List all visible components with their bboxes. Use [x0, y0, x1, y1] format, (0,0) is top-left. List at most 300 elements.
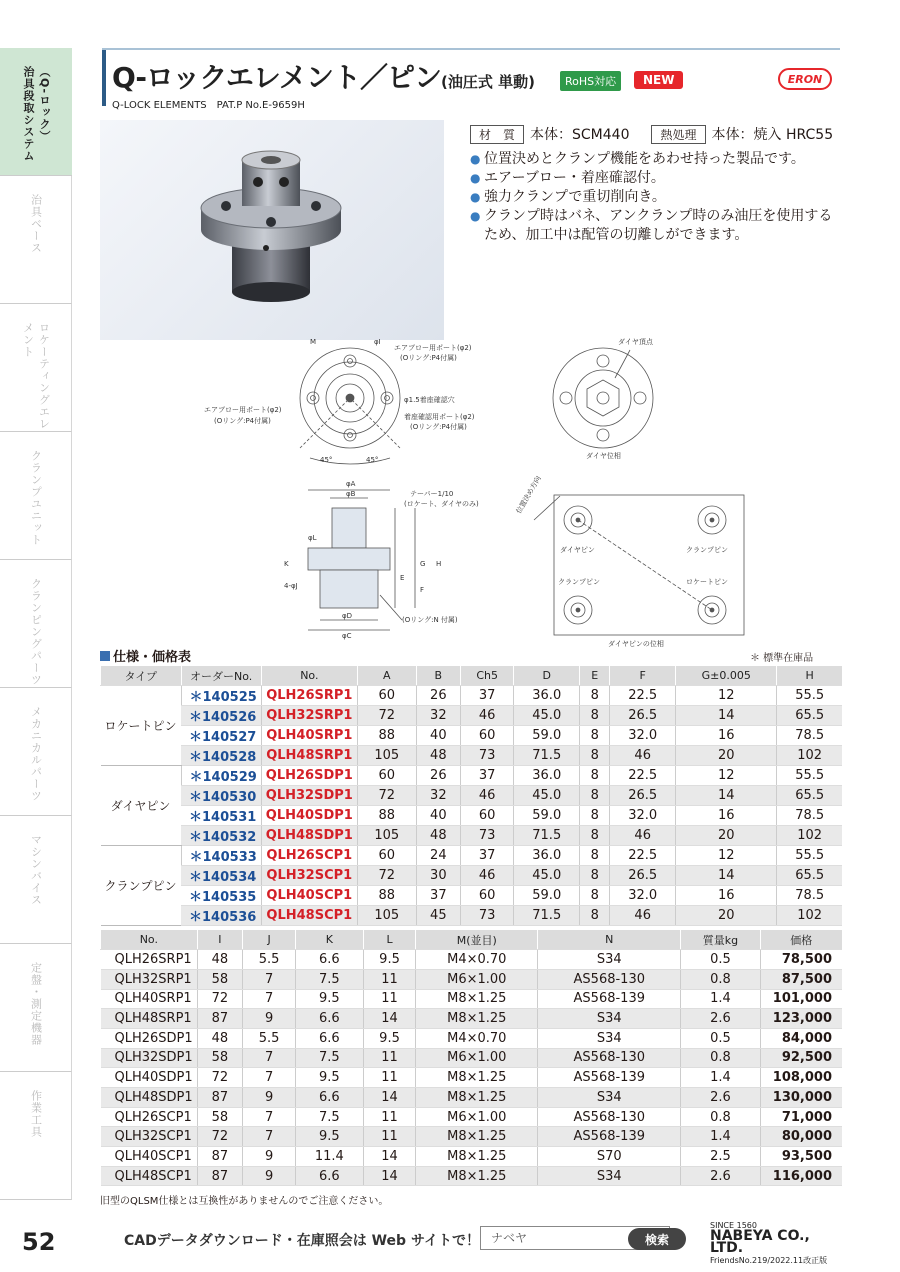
table-cell: 14	[363, 1147, 416, 1167]
table-cell: 72	[197, 1127, 242, 1147]
table-cell: 20	[676, 826, 777, 846]
table-cell: 8	[580, 826, 610, 846]
order-number[interactable]: ＊140532	[181, 826, 261, 846]
dimension-table-body	[101, 950, 843, 1186]
company-name: NABEYA CO., LTD.	[710, 1228, 810, 1256]
sidebar-tab-label: ロケーティングエレメント	[21, 322, 51, 430]
table-cell: 65.5	[777, 866, 842, 886]
spec-table	[100, 666, 842, 926]
table-row	[101, 726, 843, 746]
table-cell: 11	[363, 1048, 416, 1068]
table-cell: 7	[243, 1107, 296, 1127]
table-cell: 88	[357, 886, 416, 906]
feature-item: ● クランプ時はバネ、アンクランプ時のみ油圧を使用するため、加工中は配管の切離しができます。	[470, 207, 846, 245]
label-phi-c: φC	[342, 632, 352, 640]
order-number[interactable]: ＊140527	[181, 726, 261, 746]
table-row	[101, 766, 843, 786]
table-row	[101, 1088, 843, 1108]
table-cell: M6×1.00	[416, 969, 538, 989]
table-cell: 26	[416, 766, 460, 786]
table-cell: 87	[197, 1166, 242, 1186]
price-cell: 84,000	[760, 1028, 842, 1048]
title-accent-bar	[102, 50, 106, 106]
table-cell: 9	[243, 1166, 296, 1186]
table-cell: 71.5	[514, 746, 580, 766]
table-cell: 6.6	[296, 1088, 364, 1108]
table-cell: 9.5	[296, 1068, 364, 1088]
table-cell: 26.5	[610, 866, 676, 886]
col-header: N	[538, 930, 681, 950]
table-cell: 58	[197, 969, 242, 989]
order-number[interactable]: ＊140535	[181, 886, 261, 906]
table-cell: 73	[461, 906, 514, 926]
table-cell: 60	[461, 726, 514, 746]
col-header: A	[357, 666, 416, 686]
col-header: F	[610, 666, 676, 686]
product-number[interactable]: QLH26SRP1	[101, 950, 198, 970]
product-number[interactable]: QLH48SDP1	[261, 826, 357, 846]
order-number[interactable]: ＊140530	[181, 786, 261, 806]
product-number[interactable]: QLH32SDP1	[261, 786, 357, 806]
table-cell: 102	[777, 826, 842, 846]
table-cell: S34	[538, 1088, 681, 1108]
stock-note: ＊ 標準在庫品	[750, 653, 814, 664]
table-cell: 46	[610, 746, 676, 766]
product-number[interactable]: QLH40SRP1	[261, 726, 357, 746]
order-number[interactable]: ＊140526	[181, 706, 261, 726]
table-cell: 37	[461, 846, 514, 866]
table-cell: 20	[676, 746, 777, 766]
label-phi-l: φL	[308, 534, 317, 542]
price-cell: 92,500	[760, 1048, 842, 1068]
table-cell: 12	[676, 766, 777, 786]
table-cell: 60	[461, 806, 514, 826]
table-cell: 20	[676, 906, 777, 926]
sidebar-tab-clamp-unit[interactable]	[0, 432, 72, 560]
table-cell: 72	[357, 706, 416, 726]
table-cell: 8	[580, 726, 610, 746]
label-dia-pin: ダイヤピン	[560, 546, 595, 554]
table-cell: 45.0	[514, 866, 580, 886]
table-cell: AS568-130	[538, 969, 681, 989]
col-header: M(並目)	[416, 930, 538, 950]
table-cell: 46	[610, 906, 676, 926]
table-cell: 37	[416, 886, 460, 906]
table-cell: S34	[538, 950, 681, 970]
table-cell: 9.5	[296, 989, 364, 1009]
table-cell: 36.0	[514, 846, 580, 866]
sidebar-tab-jig-base[interactable]	[0, 176, 72, 304]
table-row	[101, 1009, 843, 1029]
table-row	[101, 686, 843, 706]
table-cell: M8×1.25	[416, 1147, 538, 1167]
table-cell: 48	[416, 826, 460, 846]
product-number[interactable]: QLH40SDP1	[101, 1068, 198, 1088]
table-cell: 72	[197, 989, 242, 1009]
label-m: M	[310, 338, 317, 346]
table-cell: 60	[461, 886, 514, 906]
col-header: No.	[261, 666, 357, 686]
table-cell: 5.5	[243, 950, 296, 970]
table-cell: 60	[357, 846, 416, 866]
table-cell: 8	[580, 866, 610, 886]
table-cell: 0.5	[681, 950, 760, 970]
table-cell: 72	[357, 786, 416, 806]
product-number[interactable]: QLH26SCP1	[261, 846, 357, 866]
table-cell: 105	[357, 826, 416, 846]
table-cell: 78.5	[777, 726, 842, 746]
table-cell: 71.5	[514, 906, 580, 926]
table-cell: 40	[416, 806, 460, 826]
sidebar-tab-label: 作業工具	[29, 1090, 43, 1138]
table-cell: M4×0.70	[416, 1028, 538, 1048]
company-logo	[710, 1220, 846, 1266]
table-cell: AS568-139	[538, 1068, 681, 1088]
table-cell: 58	[197, 1048, 242, 1068]
dimension-price-table	[100, 930, 842, 1186]
technical-drawings	[190, 330, 750, 660]
col-header: No.	[101, 930, 198, 950]
product-number[interactable]: QLH32SDP1	[101, 1048, 198, 1068]
label-direction: 位置決め方向	[514, 474, 543, 515]
table-row	[101, 786, 843, 806]
label-taper: テーパー1/10	[410, 490, 454, 498]
table-cell: 46	[461, 706, 514, 726]
table-cell: 102	[777, 746, 842, 766]
price-cell: 116,000	[760, 1166, 842, 1186]
product-number[interactable]: QLH32SRP1	[261, 706, 357, 726]
search-input[interactable]: ナベヤ	[480, 1226, 670, 1250]
label-f: F	[420, 586, 425, 594]
heat-treatment-value: 本体：焼入 HRC55	[711, 127, 834, 143]
order-number[interactable]: ＊140533	[181, 846, 261, 866]
table-cell: 9	[243, 1088, 296, 1108]
order-number[interactable]: ＊140536	[181, 906, 261, 926]
label-seat-hole: φ1.5着座確認穴	[404, 396, 455, 404]
top-view-drawing	[300, 348, 400, 464]
feature-item: ● 強力クランプで重切削向き。	[470, 188, 846, 207]
table-cell: S34	[538, 1166, 681, 1186]
table-row	[101, 826, 843, 846]
product-number[interactable]: QLH32SCP1	[261, 866, 357, 886]
table-cell: 36.0	[514, 686, 580, 706]
dimension-table-header	[101, 930, 843, 950]
table-cell: 46	[610, 826, 676, 846]
product-number[interactable]: QLH48SCP1	[101, 1166, 198, 1186]
new-badge: NEW	[634, 71, 683, 89]
label-air-port-left: エアブロー用ポート(φ2)	[204, 406, 282, 414]
product-number[interactable]: QLH32SRP1	[101, 969, 198, 989]
table-cell: 7	[243, 1048, 296, 1068]
type-cell: ロケートピン	[101, 686, 182, 766]
table-cell: 0.8	[681, 1107, 760, 1127]
table-cell: 16	[676, 886, 777, 906]
label-phi-b: φB	[346, 490, 356, 498]
table-cell: 8	[580, 886, 610, 906]
price-cell: 108,000	[760, 1068, 842, 1088]
table-cell: M6×1.00	[416, 1107, 538, 1127]
table-cell: 11	[363, 1107, 416, 1127]
table-cell: 16	[676, 726, 777, 746]
sidebar-tab-vise[interactable]	[0, 816, 72, 944]
label-clamp-pin-2: クランプピン	[558, 578, 600, 586]
label-phi-d: φD	[342, 612, 353, 620]
table-cell: M8×1.25	[416, 1088, 538, 1108]
table-cell: M8×1.25	[416, 1166, 538, 1186]
table-cell: M4×0.70	[416, 950, 538, 970]
table-cell: 12	[676, 686, 777, 706]
table-cell: 87	[197, 1009, 242, 1029]
order-number[interactable]: ＊140528	[181, 746, 261, 766]
table-cell: AS568-130	[538, 1048, 681, 1068]
col-header: タイプ	[101, 666, 182, 686]
side-view-drawing	[308, 490, 415, 630]
page-subtitle: Q-LOCK ELEMENTS PAT.P No.E-9659H	[112, 100, 305, 111]
table-row	[101, 746, 843, 766]
table-cell: 37	[461, 766, 514, 786]
table-cell: 8	[580, 746, 610, 766]
product-number[interactable]: QLH40SDP1	[261, 806, 357, 826]
rohs-badge: RoHS対応	[560, 71, 621, 91]
table-row	[101, 906, 843, 926]
table-cell: 48	[416, 746, 460, 766]
table-cell: 24	[416, 846, 460, 866]
table-cell: 45.0	[514, 706, 580, 726]
table-cell: M6×1.00	[416, 1048, 538, 1068]
table-cell: 30	[416, 866, 460, 886]
sidebar-tab-label: クランピングパーツ	[29, 578, 43, 686]
table-cell: 7	[243, 989, 296, 1009]
label-dia-phase: ダイヤ位相	[586, 452, 621, 460]
table-cell: 88	[357, 726, 416, 746]
table-cell: 32.0	[610, 726, 676, 746]
product-number[interactable]: QLH40SRP1	[101, 989, 198, 1009]
table-cell: 32	[416, 786, 460, 806]
sidebar-tab-q-lock-label: 治具段取システム	[22, 66, 35, 162]
col-header: J	[243, 930, 296, 950]
table-cell: 6.6	[296, 1009, 364, 1029]
table-cell: 59.0	[514, 806, 580, 826]
product-number[interactable]: QLH26SDP1	[261, 766, 357, 786]
sidebar-tab-surface-plate[interactable]	[0, 944, 72, 1072]
table-cell: 9	[243, 1009, 296, 1029]
label-air-port-top: エアブロー用ポート(φ2)	[394, 344, 472, 352]
table-cell: 9.5	[363, 1028, 416, 1048]
product-number[interactable]: QLH40SCP1	[261, 886, 357, 906]
material-spec	[470, 124, 833, 144]
table-cell: 65.5	[777, 706, 842, 726]
order-number[interactable]: ＊140529	[181, 766, 261, 786]
header-rule	[102, 48, 840, 50]
pin-layout-drawing	[534, 495, 744, 635]
product-number[interactable]: QLH48SRP1	[261, 746, 357, 766]
dia-phase-drawing	[553, 348, 653, 448]
table-cell: M8×1.25	[416, 1009, 538, 1029]
table-cell: 48	[197, 950, 242, 970]
table-row	[101, 866, 843, 886]
table-cell: 5.5	[243, 1028, 296, 1048]
table-cell: 40	[416, 726, 460, 746]
table-cell: 1.4	[681, 989, 760, 1009]
table-cell: 2.5	[681, 1147, 760, 1167]
product-number[interactable]: QLH32SCP1	[101, 1127, 198, 1147]
sidebar-tab-q-lock[interactable]	[0, 48, 72, 176]
table-cell: 36.0	[514, 766, 580, 786]
feature-list	[470, 150, 846, 245]
table-cell: 1.4	[681, 1068, 760, 1088]
material-value: 本体：SCM440	[530, 127, 630, 143]
label-phi-i: φI	[374, 338, 381, 346]
page-number: 52	[22, 1228, 56, 1256]
table-cell: 7	[243, 1068, 296, 1088]
page-title-main: Q-ロックエレメント／ピン	[112, 61, 441, 94]
col-header: 質量kg	[681, 930, 760, 950]
sidebar-tab-clamping-parts[interactable]	[0, 560, 72, 688]
price-cell: 130,000	[760, 1088, 842, 1108]
table-cell: 60	[357, 766, 416, 786]
product-number[interactable]: QLH48SDP1	[101, 1088, 198, 1108]
table-cell: 8	[580, 846, 610, 866]
table-cell: 9	[243, 1147, 296, 1167]
table-cell: 8	[580, 906, 610, 926]
table-cell: 102	[777, 906, 842, 926]
label-phi-a: φA	[346, 480, 356, 488]
product-number[interactable]: QLH26SRP1	[261, 686, 357, 706]
sidebar-tab-tools[interactable]	[0, 1072, 72, 1200]
table-cell: 22.5	[610, 686, 676, 706]
table-cell: 55.5	[777, 846, 842, 866]
type-cell: ダイヤピン	[101, 766, 182, 846]
table-cell: 2.6	[681, 1009, 760, 1029]
label-oring-left: (Oリング:P4付属)	[214, 417, 271, 425]
table-cell: 55.5	[777, 686, 842, 706]
spec-section-title: 仕様・価格表	[100, 646, 191, 665]
table-cell: 8	[580, 766, 610, 786]
table-cell: 105	[357, 746, 416, 766]
price-cell: 101,000	[760, 989, 842, 1009]
table-cell: 73	[461, 746, 514, 766]
since-text: SINCE 1560	[710, 1221, 757, 1230]
table-cell: 72	[197, 1068, 242, 1088]
feature-item: ● 位置決めとクランプ機能をあわせ持った製品です。	[470, 150, 846, 169]
product-number[interactable]: QLH40SCP1	[101, 1147, 198, 1167]
product-number[interactable]: QLH26SCP1	[101, 1107, 198, 1127]
table-row	[101, 886, 843, 906]
table-cell: 73	[461, 826, 514, 846]
spec-table-body	[101, 686, 843, 926]
table-cell: 7.5	[296, 969, 364, 989]
order-number[interactable]: ＊140525	[181, 686, 261, 706]
type-cell: クランプピン	[101, 846, 182, 926]
table-row	[101, 1107, 843, 1127]
table-cell: 6.6	[296, 1028, 364, 1048]
table-cell: 11	[363, 989, 416, 1009]
search-button[interactable]	[628, 1228, 686, 1250]
order-number[interactable]: ＊140534	[181, 866, 261, 886]
table-cell: 12	[676, 846, 777, 866]
table-cell: 7	[243, 1127, 296, 1147]
table-cell: 87	[197, 1088, 242, 1108]
table-cell: 46	[461, 866, 514, 886]
col-header: I	[197, 930, 242, 950]
table-cell: 105	[357, 906, 416, 926]
sidebar	[0, 48, 72, 1200]
table-cell: 8	[580, 706, 610, 726]
table-cell: 14	[363, 1088, 416, 1108]
col-header: G±0.005	[676, 666, 777, 686]
table-cell: 22.5	[610, 766, 676, 786]
table-cell: 45.0	[514, 786, 580, 806]
table-cell: AS568-130	[538, 1107, 681, 1127]
label-locate-pin: ロケートピン	[686, 578, 728, 586]
price-cell: 93,500	[760, 1147, 842, 1167]
table-cell: 22.5	[610, 846, 676, 866]
table-cell: 26.5	[610, 706, 676, 726]
page-title-suffix: (油圧式 単動)	[441, 73, 535, 91]
table-cell: AS568-139	[538, 1127, 681, 1147]
table-cell: 32.0	[610, 886, 676, 906]
col-header: オーダーNo.	[181, 666, 261, 686]
table-row	[101, 989, 843, 1009]
table-row	[101, 806, 843, 826]
sidebar-tab-locating[interactable]	[0, 304, 72, 432]
table-cell: 8	[580, 686, 610, 706]
product-number[interactable]: QLH48SCP1	[261, 906, 357, 926]
table-cell: M8×1.25	[416, 1127, 538, 1147]
order-number[interactable]: ＊140531	[181, 806, 261, 826]
table-cell: 45	[416, 906, 460, 926]
sidebar-tab-label: 定盤・測定機器	[29, 962, 43, 1046]
table-row	[101, 1127, 843, 1147]
sidebar-tab-mechanical[interactable]	[0, 688, 72, 816]
table-cell: 46	[461, 786, 514, 806]
table-cell: 14	[676, 866, 777, 886]
product-illustration	[100, 120, 444, 340]
price-cell: 78,500	[760, 950, 842, 970]
cad-download-text: CADデータダウンロード・在庫照会は Web サイトで！	[124, 1233, 480, 1249]
table-row	[101, 1068, 843, 1088]
table-cell: 32.0	[610, 806, 676, 826]
material-label: 材 質	[470, 125, 524, 144]
product-photo	[100, 120, 444, 340]
table-cell: 16	[676, 806, 777, 826]
product-number[interactable]: QLH26SDP1	[101, 1028, 198, 1048]
table-cell: 26.5	[610, 786, 676, 806]
table-cell: 48	[197, 1028, 242, 1048]
table-cell: S34	[538, 1028, 681, 1048]
table-cell: 9.5	[296, 1127, 364, 1147]
col-header: B	[416, 666, 460, 686]
table-row	[101, 1147, 843, 1167]
table-cell: 7	[243, 969, 296, 989]
table-cell: AS568-139	[538, 989, 681, 1009]
table-cell: 11	[363, 1127, 416, 1147]
table-cell: 26	[416, 686, 460, 706]
eron-logo: ERON	[778, 68, 832, 90]
table-cell: 87	[197, 1147, 242, 1167]
label-oring-top: (Oリング:P4付属)	[400, 354, 457, 362]
table-cell: S70	[538, 1147, 681, 1167]
col-header: K	[296, 930, 364, 950]
table-cell: 2.6	[681, 1166, 760, 1186]
table-row	[101, 1028, 843, 1048]
search-button-label: 検索	[644, 1232, 669, 1247]
label-seat-port: 着座確認用ポート(φ2)	[404, 413, 475, 421]
table-cell: 58	[197, 1107, 242, 1127]
product-number[interactable]: QLH48SRP1	[101, 1009, 198, 1029]
table-cell: M8×1.25	[416, 1068, 538, 1088]
table-cell: 59.0	[514, 886, 580, 906]
